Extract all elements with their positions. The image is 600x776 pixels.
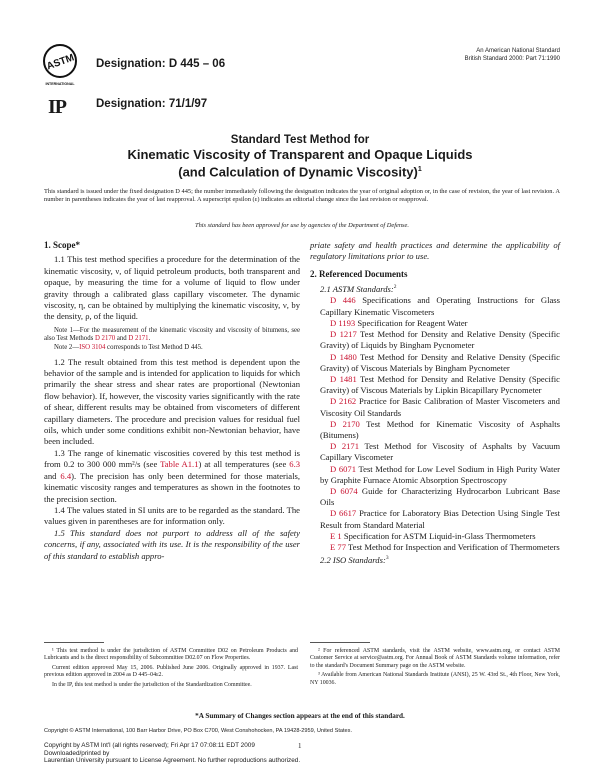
page-number: 1 <box>298 742 302 750</box>
reference-title: Test Method for Density and Relative Density (Specific Gravity) of Viscous Materials by Bingham Pycnometer <box>320 351 560 373</box>
summary-of-changes-note: *A Summary of Changes section appears at the end of this standard. <box>195 712 405 720</box>
reference-item <box>310 464 560 486</box>
svg-text:INTERNATIONAL: INTERNATIONAL <box>45 82 75 86</box>
reference-title: Guide for Characterizing Hydrocarbon Lubricant Base Oils <box>320 485 561 508</box>
ip-designation: Designation: 71/1/97 <box>96 98 208 110</box>
designation: Designation: D 445 – 06 <box>96 58 226 70</box>
title-footnote-mark: 1 <box>417 166 422 173</box>
astm-logo <box>42 44 78 88</box>
download-line-2: Downloaded/printed by <box>44 749 110 757</box>
reference-code-link[interactable]: D 2171 <box>330 441 360 452</box>
ref-d2171-link[interactable]: D 2171 <box>128 335 149 343</box>
reference-code-link[interactable]: D 1217 <box>330 329 357 340</box>
para-1-5-continued: priate safety and health practices and determine the applicability of regulatory limitations prior to use. <box>310 240 560 262</box>
para-1-1: 1.1 This test method specifies a procedure for the determination of the kinematic viscosity, ν, of liquid petroleum products, both transparent and opaque, by measuring the time for a volume of liquid to flow under gravity through a calibrated glass capillary viscometer. The dynamic viscosity, η, can be obtained by multiplying the kinematic viscosity, ν, by the density, ρ, of the liquid. <box>44 254 300 322</box>
footnote-1-ip: In the IP, this test method is under the jurisdiction of the Standardization Committee. <box>52 681 252 688</box>
reference-title: Specifications and Operating Instructions for Glass Capillary Kinematic Viscometers <box>320 295 560 317</box>
para-1-4: 1.4 The values stated in SI units are to be regarded as the standard. The values given in parentheses are for information only. <box>44 504 300 527</box>
reference-item <box>310 352 560 374</box>
reference-code-link[interactable]: D 2170 <box>330 418 360 429</box>
title-line-3: (and Calculation of Dynamic Viscosity) <box>178 164 418 180</box>
footnotes-right <box>310 648 560 689</box>
reference-title: Test Method for Inspection and Verification of Thermometers <box>348 541 560 552</box>
reference-title: Test Method for Kinematic Viscosity of Asphalts (Bitumens) <box>320 418 560 440</box>
reference-code-link[interactable]: D 2162 <box>330 396 357 407</box>
footnote-2: ² For referenced ASTM standards, visit the ASTM website, www.astm.org, or contact ASTM Customer Service at service@astm.org. For Annual Book of ASTM Standards volume information, refer to the standard's Document Summary page on the ASTM website. <box>310 648 560 669</box>
astm-copyright: Copyright © ASTM International, 100 Barr Harbor Drive, PO Box C700, West Conshohocken, PA 19428-2959, United States. <box>44 728 352 734</box>
ref-iso3104-link[interactable]: ISO 3104 <box>79 344 106 352</box>
reference-title: Test Method for Viscosity of Asphalts by Vacuum Capillary Viscometer <box>320 441 561 463</box>
reference-title: Practice for Laboratory Bias Detection Using Single Test Result from Standard Material <box>320 508 560 530</box>
reference-item <box>310 295 560 317</box>
para-1-2: 1.2 The result obtained from this test method is dependent upon the behavior of the sample and is intended for application to liquids for which primarily the shear stress and shear rates are proportional (Newtonian flow behavior). If, however, the viscosity varies significantly with the rate of shear, different results may be obtained from viscometers of different capillary diameters. The procedure and precision values for residual fuel oils, which under some conditions exhibit non-Newtonian behavior, have been included. <box>44 356 300 447</box>
ref-d2170-link[interactable]: D 2170 <box>94 335 116 343</box>
reference-code-link[interactable]: D 1480 <box>330 351 357 362</box>
reference-item <box>310 374 560 396</box>
ref-table-a1-1-link[interactable]: Table A1.1 <box>160 459 199 470</box>
issuance-statement: This standard is issued under the fixed designation D 445; the number immediately following the designation indicates the year of original adoption or, in the case of revision, the year of last revision. A number in parentheses indicates the year of last reapproval. A superscript epsilon (ε) indicates an editorial change since the last revision or reapproval. <box>44 188 560 204</box>
download-notice <box>44 742 300 765</box>
astm-standards-heading: 2.1 ASTM Standards:$^2$ <box>320 284 397 295</box>
reference-item <box>310 396 560 418</box>
reference-code-link[interactable]: D 6074 <box>330 485 358 496</box>
reference-title: Test Method for Density and Relative Density (Specific Gravity) of Liquids by Bingham Pycnometer <box>320 329 560 351</box>
reference-title: Specification for ASTM Liquid-in-Glass Thermometers <box>343 530 536 541</box>
reference-item <box>310 531 560 542</box>
footnote-3: ³ Available from American National Standards Institute (ANSI), 25 W. 43rd St., 4th Floor, New York, NY 10036. <box>310 672 560 686</box>
reference-item <box>310 486 560 508</box>
title-line-2: Kinematic Viscosity of Transparent and Opaque Liquids <box>127 147 473 162</box>
download-line-1: Copyright by ASTM Int'l (all rights reserved); Fri Apr 17 07:08:11 EDT 2009 <box>44 742 255 749</box>
reference-title: Practice for Basic Calibration of Master Viscometers and Viscosity Oil Standards <box>320 396 560 418</box>
footnotes-left <box>44 648 298 691</box>
reference-code-link[interactable]: D 6617 <box>330 508 357 519</box>
reference-code-link[interactable]: D 6071 <box>330 463 357 474</box>
reference-item <box>310 508 560 530</box>
footnote-1: ¹ This test method is under the jurisdiction of ASTM Committee D02 on Petroleum Products and Lubricants and is the direct responsibility of Subcommittee D02.07 on Flow Properties. <box>44 648 298 662</box>
right-column <box>310 240 560 566</box>
document-title <box>0 133 600 179</box>
footnote-rule-right <box>310 642 370 643</box>
right-header-line-2: British Standard 2000: Part 71:1990 <box>464 55 560 62</box>
reference-item <box>310 318 560 329</box>
reference-item <box>310 441 560 463</box>
note-1: Note 1—For the measurement of the kinematic viscosity and viscosity of bitumens, see also Test Methods D 2170 and D 2171. <box>44 326 300 343</box>
right-header-line-1: An American National Standard <box>476 48 560 54</box>
note-2: Note 2—ISO 3104 corresponds to Test Method D 445. <box>54 344 203 352</box>
para-1-3: 1.3 The range of kinematic viscosities covered by this test method is from 0.2 to 300 000 mm²/s (see Table A1.1) at all temperatures (see 6.3 and 6.4). The precision has only been determined for those materials, kinematic viscosity ranges and temperatures as shown in the footnotes to the precision section. <box>44 447 301 504</box>
scope-heading: 1. Scope* <box>44 240 80 250</box>
reference-code-link[interactable]: E 77 <box>330 541 346 552</box>
reference-title: Specification for Reagent Water <box>357 317 468 328</box>
reference-code-link[interactable]: D 1193 <box>330 317 356 328</box>
astm-reference-list <box>310 295 560 553</box>
reference-item <box>310 542 560 553</box>
ref-6-3-link[interactable]: 6.3 <box>289 459 301 470</box>
para-1-5: 1.5 This standard does not purport to address all of the safety concerns, if any, associated with its use. It is the responsibility of the user of this standard to establish appro- <box>44 527 300 561</box>
title-line-1: Standard Test Method for <box>230 134 370 146</box>
ref-6-4-link[interactable]: 6.4 <box>60 470 72 481</box>
footnote-rule-left <box>44 642 104 643</box>
download-line-3: Laurentian University pursuant to License Agreement. No further reproductions authorized. <box>44 757 301 765</box>
reference-code-link[interactable]: D 446 <box>330 295 356 306</box>
svg-text:ASTM: ASTM <box>45 52 76 73</box>
iso-standards-heading: 2.2 ISO Standards:$^3$ <box>320 555 389 566</box>
dod-approval: This standard has been approved for use by agencies of the Department of Defense. <box>195 222 409 229</box>
reference-item <box>310 419 560 441</box>
reference-title: Test Method for Low Level Sodium in High Purity Water by Graphite Furnace Atomic Absorption Spectroscopy <box>320 463 561 485</box>
reference-item <box>310 329 560 351</box>
ip-logo: IP <box>48 96 66 118</box>
reference-code-link[interactable]: D 1481 <box>330 373 357 384</box>
reference-title: Test Method for Density and Relative Density (Specific Gravity) of Viscous Materials by Lipkin Bicapillary Pycnometer <box>320 373 560 396</box>
reference-code-link[interactable]: E 1 <box>330 530 342 541</box>
left-column <box>44 240 300 562</box>
national-standard-note <box>465 48 560 63</box>
footnote-1-edition: Current edition approved May 15, 2006. Published June 2006. Originally approved in 1937. Last previous edition approved in 2004 as D 445–04ε2. <box>44 664 298 679</box>
referenced-documents-heading: 2. Referenced Documents <box>310 268 408 279</box>
